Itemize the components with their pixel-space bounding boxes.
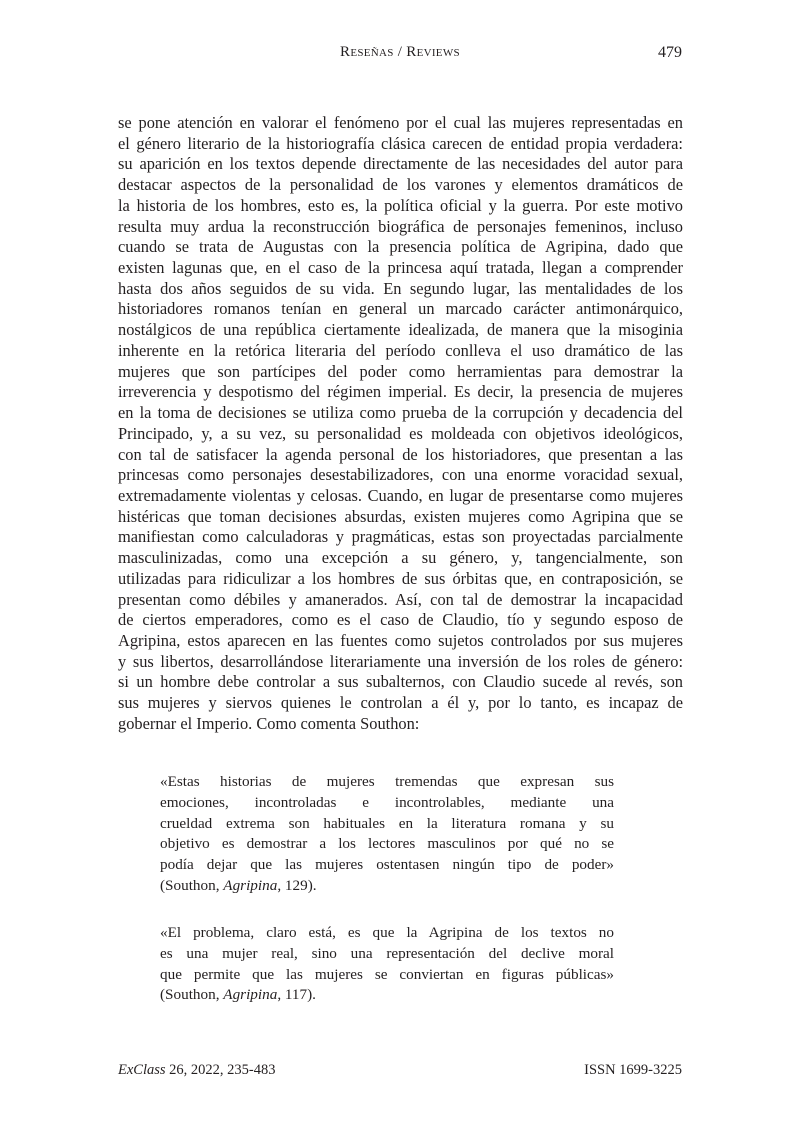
text-line: nostálgicos de una república ciertamente idealizada, de manera que la misoginia: [118, 320, 683, 340]
text-line: es una mujer real, sino una representación del declive moral: [160, 944, 614, 962]
text-line: histéricas que toman decisiones absurdas, existen mujeres como Agripina que se: [118, 506, 683, 526]
text-line: inherente en la retórica literaria del período conlleva el uso dramático de las: [118, 340, 683, 360]
text-line: resulta muy ardua la reconstrucción biográfica de personajes femeninos, incluso: [118, 216, 683, 236]
text-line: masculinizadas, como una excepción a su género, y, tangencialmente, son: [118, 548, 683, 568]
text-line: utilizadas para ridiculizar a los hombres de sus órbitas que, en contraposición, se: [118, 568, 683, 588]
text-line: cuando se trata de Augustas con la presencia política de Agripina, dado que: [118, 237, 683, 257]
citation-title: Agripina: [223, 986, 278, 1004]
text-line: extremadamente violentas y celosas. Cuando, en lugar de presentarse como mujeres: [118, 485, 683, 505]
text-line: gobernar el Imperio. Como comenta Southon:: [118, 713, 420, 733]
quote-citation: [160, 876, 614, 897]
text-line: princesas como personajes desestabilizadores, con una enorme voracidad sexual,: [118, 465, 683, 485]
text-line: sus mujeres y siervos quienes le controlan a él y, por lo tanto, es incapaz de: [118, 693, 683, 713]
citation-title: Agripina: [223, 876, 278, 894]
text-line: Principado, y, a su vez, su personalidad es moldeada con objetivos ideológicos,: [118, 423, 683, 443]
text-line: existen lagunas que, en el caso de la princesa aquí tratada, llegan a comprender: [118, 258, 683, 278]
footer-journal: [118, 1062, 276, 1079]
text-line: y sus libertos, desarrollándose literariamente una inversión de los roles de género:: [118, 651, 683, 671]
quote-citation: [160, 985, 614, 1006]
citation-author: (Southon,: [160, 986, 224, 1004]
text-line: con tal de satisfacer la agenda personal de los historiadores, que presentan a las: [118, 444, 683, 464]
text-line: podía dejar que las mujeres ostentasen ningún tipo de poder»: [160, 856, 614, 874]
text-line: el género literario de la historiografía clásica carecen de entidad propia verdadera:: [118, 133, 683, 153]
text-line: Agripina, estos aparecen en las fuentes como sujetos controlados por sus mujeres: [118, 630, 683, 650]
text-line: crueldad extrema son habituales en la literatura romana y su: [160, 814, 614, 832]
page-number: 479: [658, 44, 682, 61]
journal-name: ExClass: [118, 1062, 166, 1078]
body-paragraph: [118, 113, 683, 735]
text-line: mujeres que son partícipes del poder como herramientas para demostrar la: [118, 361, 683, 381]
text-line: «Estas historias de mujeres tremendas que expresan sus: [160, 773, 614, 790]
text-line: se pone atención en valorar el fenómeno por el cual las mujeres representadas en: [118, 113, 683, 132]
text-line: hasta dos años seguidos de su vida. En segundo lugar, las mentalidades de los: [118, 278, 683, 298]
text-line: destacar aspectos de la personalidad de los varones y elementos dramáticos de: [118, 175, 683, 195]
text-line: su aparición en los textos depende directamente de las necesidades del autor para: [118, 154, 683, 174]
citation-page: , 129).: [277, 876, 317, 894]
citation-page: , 117).: [277, 986, 316, 1004]
journal-volume: 26, 2022, 235-483: [165, 1062, 276, 1078]
block-quote-1: [160, 772, 614, 897]
text-line: presentan como débiles y amanerados. Así, con tal de demostrar la incapacidad: [118, 589, 683, 609]
text-line: «El problema, claro está, es que la Agripina de los textos no: [160, 924, 614, 941]
text-line: historiadores romanos tenían en general un marcado carácter antimonárquico,: [118, 299, 683, 319]
text-line: si un hombre debe controlar a sus subalternos, con Claudio sucede al revés, son: [118, 672, 683, 692]
text-line: irreverencia y despotismo del régimen imperial. Es decir, la presencia de mujeres: [118, 382, 683, 402]
text-line: la historia de los hombres, esto es, la política oficial y la guerra. Por este motivo: [118, 195, 683, 215]
text-line: de ciertos emperadores, como es el caso de Claudio, tío y segundo esposo de: [118, 610, 683, 630]
block-quote-2: [160, 923, 614, 1006]
text-line: en la toma de decisiones se utiliza como prueba de la corrupción y decadencia del: [118, 403, 683, 423]
footer-issn: ISSN 1699-3225: [584, 1062, 682, 1078]
running-head: Reseñas / Reviews: [340, 44, 460, 60]
text-line: objetivo es demostrar a los lectores masculinos por qué no se: [160, 835, 614, 853]
text-line: que permite que las mujeres se conviertan en figuras públicas»: [160, 965, 614, 983]
citation-author: (Southon,: [160, 876, 224, 894]
text-line: emociones, incontroladas e incontrolables, mediante una: [160, 793, 614, 811]
text-line: manifiestan como calculadoras y pragmáticas, estas son proyectadas parcialmente: [118, 527, 683, 547]
